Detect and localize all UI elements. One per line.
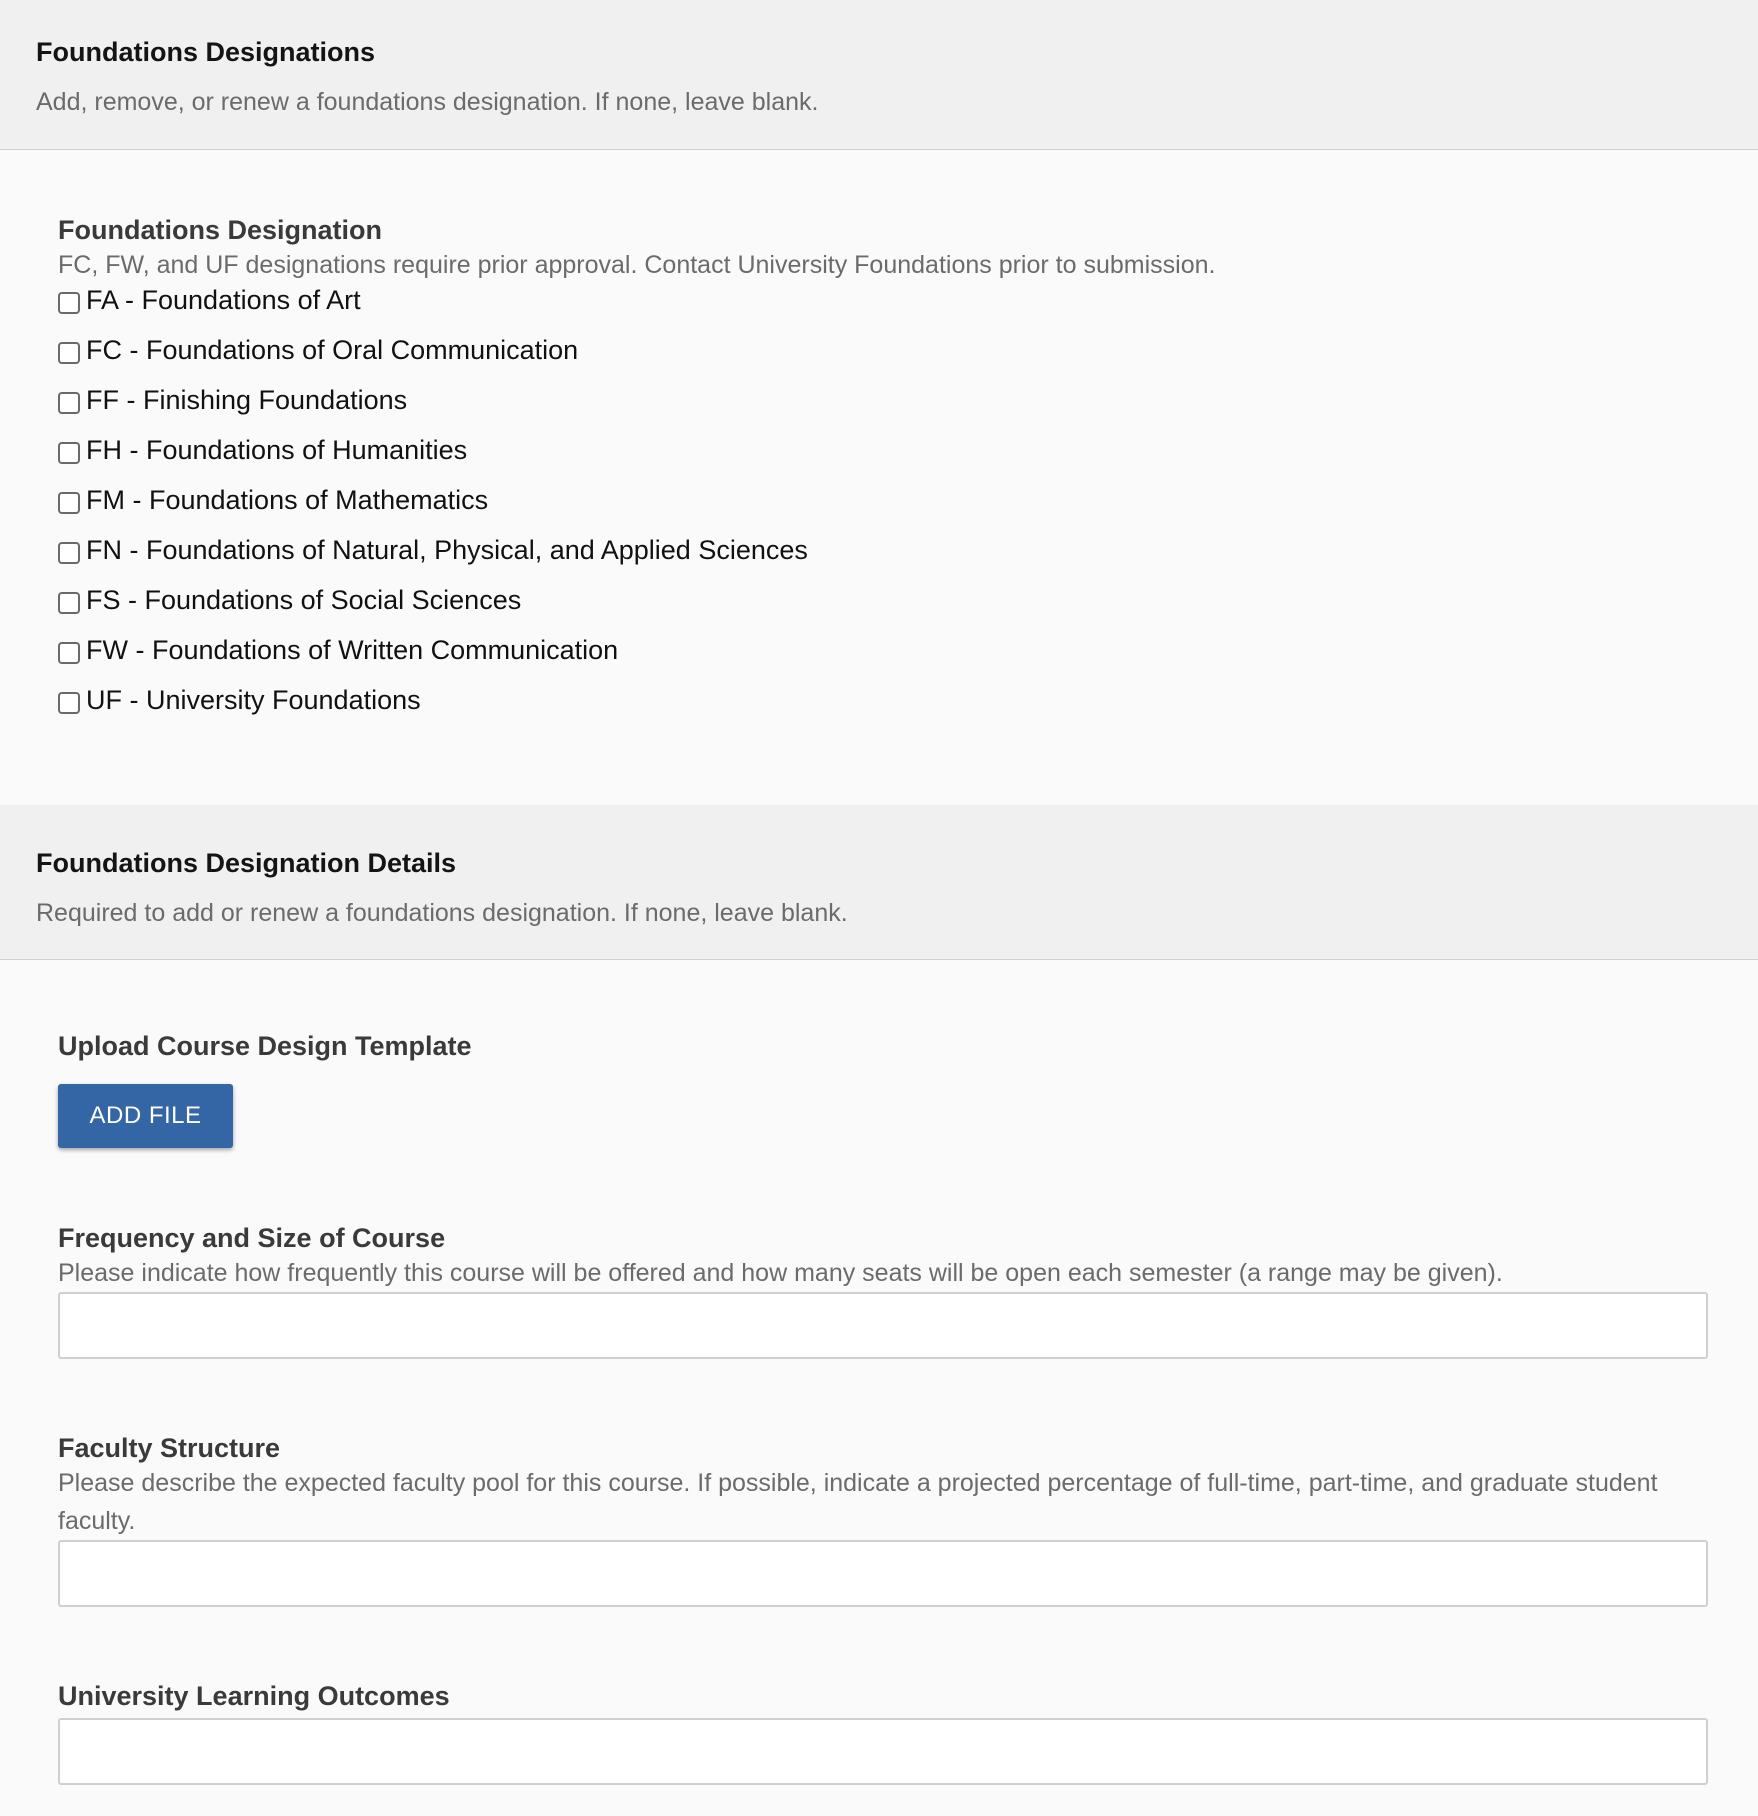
checkbox-row-uf[interactable] — [58, 686, 1708, 736]
outcomes-input[interactable] — [58, 1718, 1708, 1785]
checkbox-label-uf[interactable]: UF - University Foundations — [86, 685, 421, 715]
upload-field — [58, 1030, 1708, 1222]
outcomes-label: University Learning Outcomes — [58, 1681, 450, 1711]
checkbox-label-fn[interactable]: FN - Foundations of Natural, Physical, and Applied Sciences — [86, 535, 808, 565]
section-subtitle: Required to add or renew a foundations designation. If none, leave blank. — [36, 899, 848, 927]
faculty-label: Faculty Structure — [58, 1433, 281, 1463]
section-title: Foundations Designation Details — [36, 848, 457, 878]
section-body-foundations-designations — [0, 150, 1758, 805]
section-subtitle: Add, remove, or renew a foundations designation. If none, leave blank. — [36, 88, 819, 116]
designation-checkbox-list — [58, 286, 1708, 736]
checkbox-ff[interactable] — [58, 392, 80, 414]
outcomes-field — [58, 1680, 1708, 1785]
designation-label: Foundations Designation — [58, 215, 382, 245]
section-title: Foundations Designations — [36, 37, 376, 67]
checkbox-fc[interactable] — [58, 342, 80, 364]
section-body-designation-details — [0, 960, 1758, 1785]
checkbox-fn[interactable] — [58, 542, 80, 564]
checkbox-label-ff[interactable]: FF - Finishing Foundations — [86, 385, 408, 415]
faculty-input[interactable] — [58, 1540, 1708, 1607]
checkbox-fa[interactable] — [58, 292, 80, 314]
checkbox-label-fm[interactable]: FM - Foundations of Mathematics — [86, 485, 489, 515]
checkbox-fm[interactable] — [58, 492, 80, 514]
checkbox-label-fh[interactable]: FH - Foundations of Humanities — [86, 435, 468, 465]
frequency-label: Frequency and Size of Course — [58, 1223, 446, 1253]
checkbox-row-ff[interactable] — [58, 386, 1708, 436]
checkbox-label-fw[interactable]: FW - Foundations of Written Communication — [86, 635, 619, 665]
checkbox-fw[interactable] — [58, 642, 80, 664]
checkbox-fs[interactable] — [58, 592, 80, 614]
faculty-field — [58, 1432, 1708, 1680]
add-file-button[interactable]: ADD FILE — [58, 1084, 233, 1148]
checkbox-row-fh[interactable] — [58, 436, 1708, 486]
frequency-field — [58, 1222, 1708, 1432]
checkbox-row-fn[interactable] — [58, 536, 1708, 586]
checkbox-row-fs[interactable] — [58, 586, 1708, 636]
checkbox-label-fc[interactable]: FC - Foundations of Oral Communication — [86, 335, 579, 365]
checkbox-row-fw[interactable] — [58, 636, 1708, 686]
section-header-designation-details — [0, 805, 1758, 960]
upload-label: Upload Course Design Template — [58, 1031, 472, 1061]
checkbox-label-fs[interactable]: FS - Foundations of Social Sciences — [86, 585, 522, 615]
checkbox-label-fa[interactable]: FA - Foundations of Art — [86, 285, 361, 315]
frequency-help: Please indicate how frequently this course will be offered and how many seats will be open each semester (a range may be given). — [58, 1259, 1503, 1287]
section-header-foundations-designations — [0, 0, 1758, 150]
checkbox-uf[interactable] — [58, 692, 80, 714]
checkbox-fh[interactable] — [58, 442, 80, 464]
designation-help: FC, FW, and UF designations require prior approval. Contact University Foundations prior to submission. — [58, 251, 1216, 279]
checkbox-row-fa[interactable] — [58, 286, 1708, 336]
checkbox-row-fc[interactable] — [58, 336, 1708, 386]
checkbox-row-fm[interactable] — [58, 486, 1708, 536]
frequency-input[interactable] — [58, 1292, 1708, 1359]
faculty-help: Please describe the expected faculty pool for this course. If possible, indicate a projected percentage of full-time, part-time, and graduate student faculty. — [58, 1469, 1658, 1535]
